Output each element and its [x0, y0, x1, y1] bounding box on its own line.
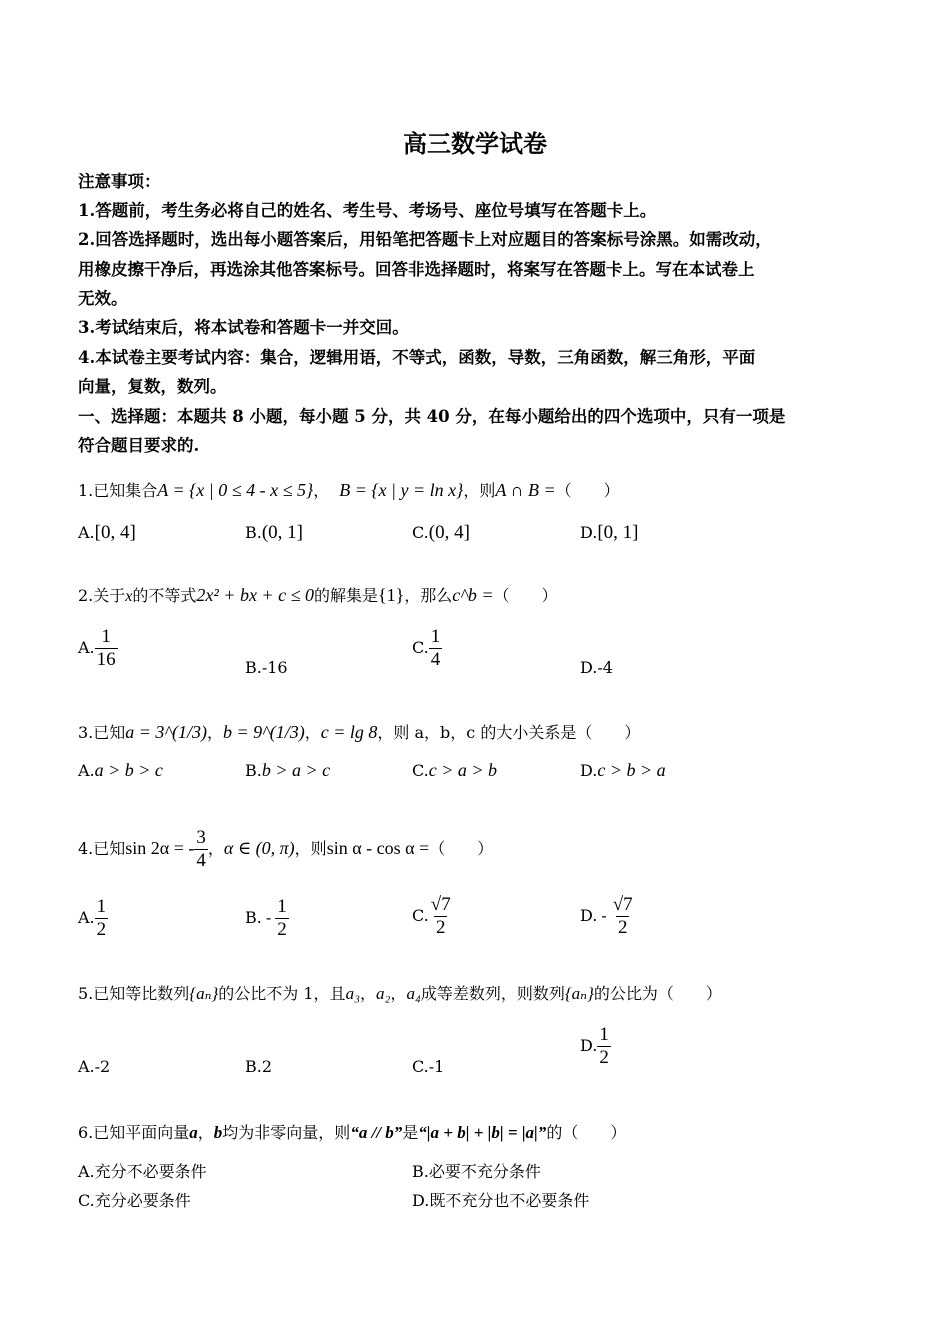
q3-b-expr: b = 9^(1/3): [223, 722, 305, 742]
q4-option-a[interactable]: A. $\frac{1}{2}$: [78, 896, 107, 940]
q4-range: α ∈ (0, π): [223, 838, 295, 858]
set-a-expr: A = {x | 0 ≤ 4 - x ≤ 5}: [157, 480, 314, 500]
q5-option-b[interactable]: B.2: [245, 1057, 273, 1076]
q2-option-c[interactable]: C. $\frac{1}{4}$: [412, 626, 441, 670]
q1-option-b[interactable]: B.(0, 1]: [245, 522, 303, 543]
q5-sequence: {aₙ}: [189, 984, 219, 1003]
q6-option-a[interactable]: A.充分不必要条件: [78, 1162, 207, 1181]
q4-option-c[interactable]: C. $\frac{√7}{2}$: [412, 894, 451, 938]
q1-option-c[interactable]: C.(0, 4]: [412, 522, 470, 543]
notice-item-2c: 无效。: [78, 289, 128, 308]
q1-option-a[interactable]: A.[0, 4]: [78, 522, 136, 543]
q6-condition-1: “a // b”: [350, 1123, 403, 1142]
q2-option-a[interactable]: A. $\frac{1}{16}$: [78, 626, 116, 670]
q2-option-d[interactable]: D.-4: [580, 658, 613, 677]
section-heading-line1: 一、选择题：本题共 8 小题，每小题 5 分，共 40 分，在每小题给出的四个选项中，只有一项是: [78, 407, 786, 426]
q3-option-c[interactable]: C.c > a > b: [412, 760, 498, 780]
q1-ask: A ∩ B =: [495, 480, 556, 500]
q2-inequality: 2x² + bx + c ≤ 0: [196, 585, 314, 605]
notice-item-4b: 向量，复数，数列。: [78, 377, 227, 396]
q4-option-d[interactable]: D. - $\frac{√7}{2}$: [580, 894, 633, 938]
page-title: 高三数学试卷: [403, 129, 547, 158]
notice-item-2a: 2.回答选择题时，选出每小题答案后，用铅笔把答题卡上对应题目的答案标号涂黑。如需改动，: [78, 230, 772, 249]
q5-option-c[interactable]: C.-1: [412, 1057, 445, 1076]
notice-item-2b: 用橡皮擦干净后，再选涂其他答案标号。回答非选择题时，将案写在答题卡上。写在本试卷上: [78, 260, 755, 279]
q4-ask: sin α - cos α =: [326, 838, 430, 858]
q3-option-d[interactable]: D.c > b > a: [580, 760, 666, 780]
q6-condition-2: “|a + b| + |b| = |a|”: [418, 1123, 547, 1142]
vector-b: b: [213, 1123, 223, 1142]
question-5: 5.已知等比数列{aₙ}的公比不为 1，且a₃，a₂，a₄成等差数列，则数列{aₙ}的公比为（ ）: [78, 984, 722, 1003]
notice-item-1: 1.答题前，考生务必将自己的姓名、考生号、考场号、座位号填写在答题卡上。: [78, 201, 657, 220]
notice-item-4a: 4.本试卷主要考试内容：集合，逻辑用语，不等式，函数，导数，三角函数，解三角形，平面: [78, 348, 756, 367]
notice-heading: 注意事项：: [78, 172, 161, 191]
question-2: 2.关于x的不等式2x² + bx + c ≤ 0的解集是{1}，那么c^b =（ ）: [78, 585, 558, 605]
q3-a-expr: a = 3^(1/3): [125, 722, 208, 742]
question-4: 4.已知sin 2α = - $\frac{3}{4}$ ，α ∈ (0, π)，则sin α - cos α =（ ）: [78, 827, 494, 871]
q5-option-d[interactable]: D. $\frac{1}{2}$: [580, 1024, 609, 1068]
q2-option-b[interactable]: B.-16: [245, 658, 288, 677]
notice-item-3: 3.考试结束后，将本试卷和答题卡一并交回。: [78, 318, 409, 337]
q2-solution-set: {1}: [377, 585, 405, 605]
q5-option-a[interactable]: A.-2: [78, 1057, 111, 1076]
q6-option-d[interactable]: D.既不充分也不必要条件: [412, 1191, 590, 1210]
q6-option-b[interactable]: B.必要不充分条件: [412, 1162, 541, 1181]
question-6: 6.已知平面向量a，b均为非零向量，则“a // b”是“|a + b| + |b| = |a|”的（ ）: [78, 1123, 627, 1142]
set-b-expr: B = {x | y = ln x}: [339, 480, 464, 500]
q4-fraction: $\frac{3}{4}$: [196, 827, 206, 871]
vector-a: a: [189, 1123, 198, 1142]
q3-option-a[interactable]: A.a > b > c: [78, 760, 163, 780]
q6-option-c[interactable]: C.充分必要条件: [78, 1191, 191, 1210]
q2-ask: c^b =: [452, 585, 494, 605]
section-heading-line2: 符合题目要求的.: [78, 436, 200, 455]
question-1: 1.已知集合A = {x | 0 ≤ 4 - x ≤ 5}， B = {x | y = ln x}，则A ∩ B =（ ）: [78, 480, 620, 500]
question-3: 3.已知a = 3^(1/3)，b = 9^(1/3)，c = lg 8，则 a，b，c 的大小关系是（ ）: [78, 722, 641, 742]
q1-option-d[interactable]: D.[0, 1]: [580, 522, 639, 543]
q3-option-b[interactable]: B.b > a > c: [245, 760, 331, 780]
q4-sin-expr: sin 2α = -: [125, 838, 195, 858]
q4-option-b[interactable]: B. - $\frac{1}{2}$: [245, 896, 287, 940]
q3-c-expr: c = lg 8: [320, 722, 378, 742]
